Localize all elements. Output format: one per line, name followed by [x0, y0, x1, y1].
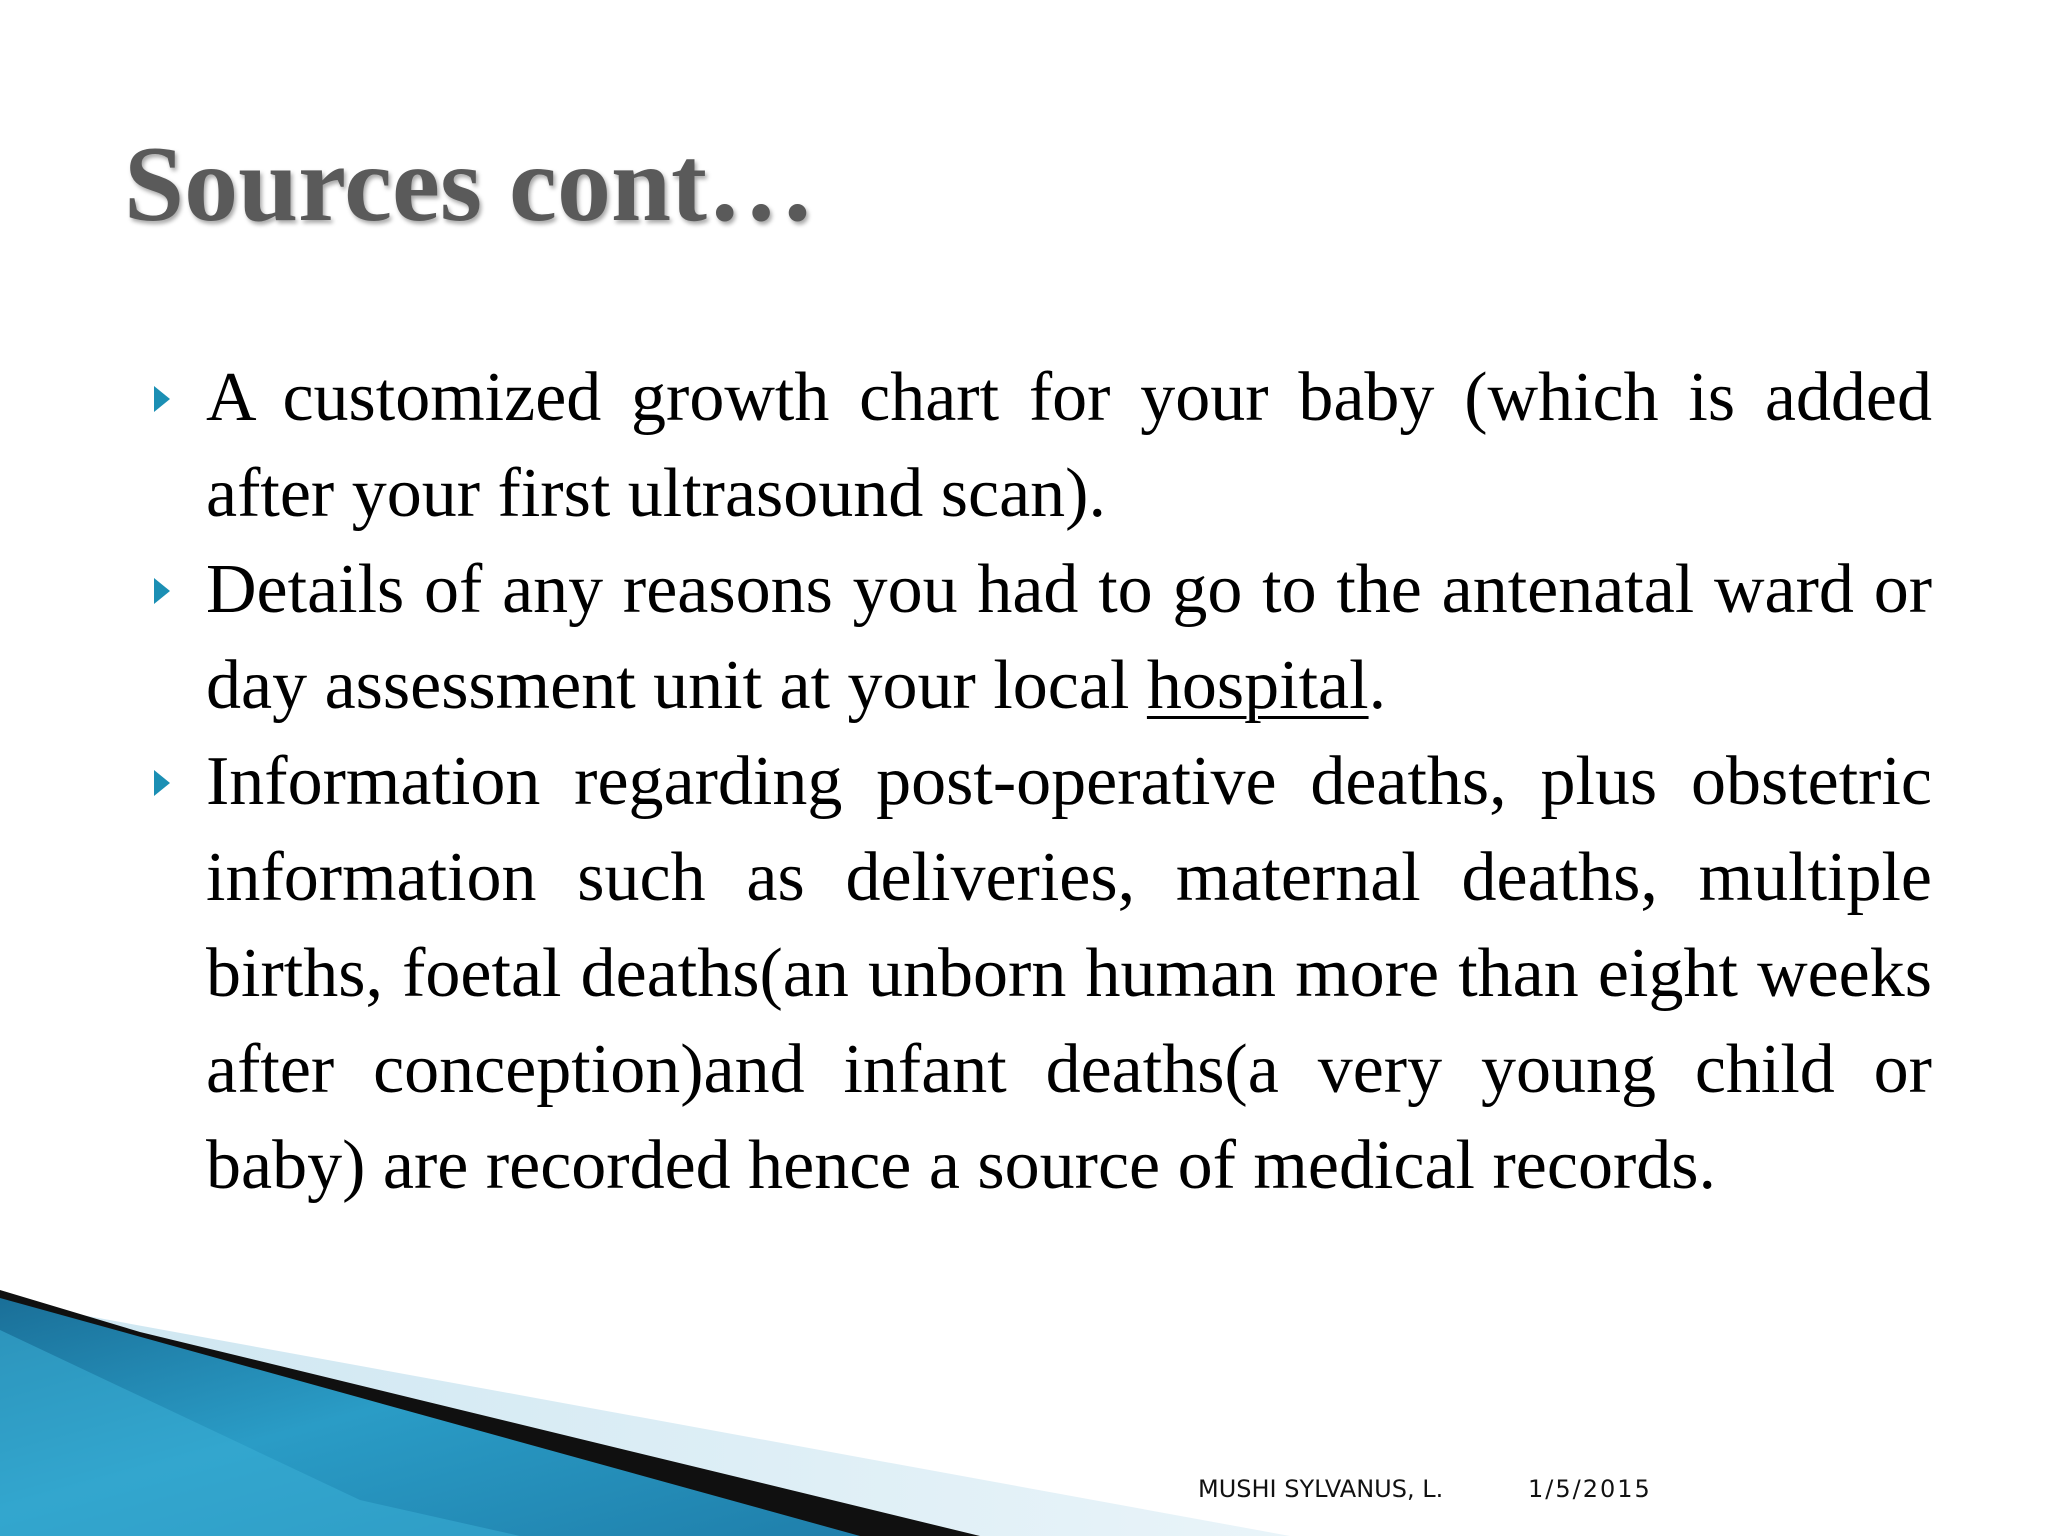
triangle-bullet-icon [154, 578, 170, 604]
bullet-text: Information regarding post-operative deaths, plus obstetric information such as deliveries, maternal deaths, multiple births, foetal deaths(an unborn human more than eight weeks after conception)and infant deaths(a very young child or baby) are recorded hence a source of medical records. [206, 743, 1932, 1204]
bullet-item [150, 542, 1932, 734]
triangle-bullet-icon [154, 770, 170, 796]
triangle-bullet-icon [154, 386, 170, 412]
bullet-text: A customized growth chart for your baby (which is added after your first ultrasound scan). [206, 359, 1932, 532]
bullet-text: Details of any reasons you had to go to the antenatal ward or day assessment unit at your local [206, 551, 1932, 724]
bullet-list [150, 350, 1932, 1214]
bullet-text-end: . [1368, 647, 1387, 724]
bullet-item [150, 734, 1932, 1214]
slide-title: Sources cont… [124, 125, 815, 244]
footer-author: MUSHI SYLVANUS, L. [1198, 1475, 1444, 1503]
bullet-item [150, 350, 1932, 542]
footer-date: 1/5/2015 [1528, 1475, 1652, 1503]
hospital-link[interactable]: hospital [1146, 647, 1369, 724]
